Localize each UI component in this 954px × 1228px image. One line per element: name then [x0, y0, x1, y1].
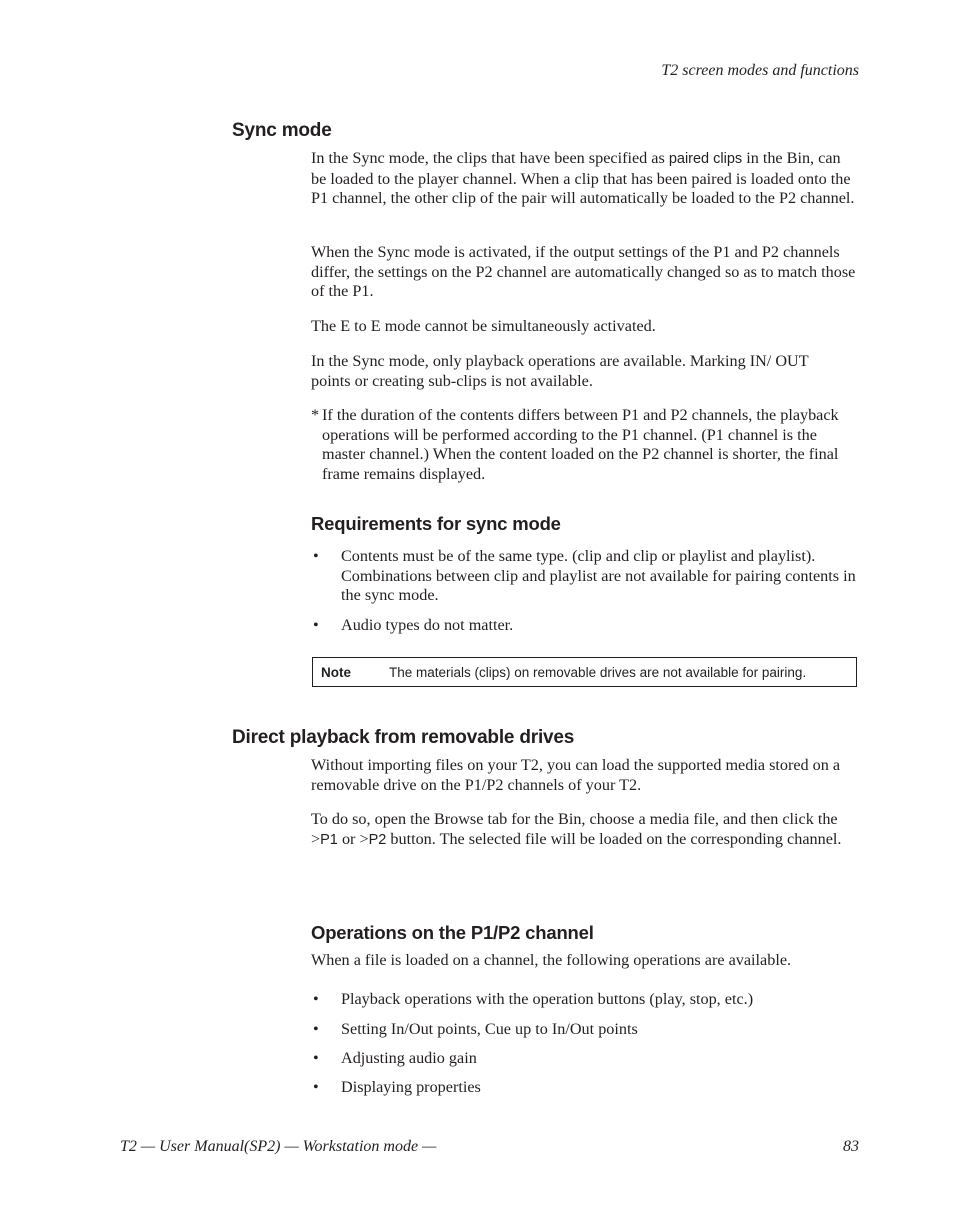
direct-playback-paragraph-1: Without importing files on your T2, you can load the supported media stored on a removable drive on the P1/P2 channels of your T2.	[311, 756, 841, 794]
list-item-text: Contents must be of the same type. (clip and clip or playlist and playlist). Combinations between clip and playlist are not available for pairing contents in the sync mode.	[341, 547, 856, 605]
note-label: Note	[321, 665, 351, 680]
sync-mode-paragraph-3: The E to E mode cannot be simultaneously activated.	[311, 317, 656, 335]
operations-intro: When a file is loaded on a channel, the following operations are available.	[311, 951, 792, 969]
list-item	[313, 1020, 861, 1040]
subsection-heading-operations: Operations on the P1/P2 channel	[311, 922, 594, 943]
sync-mode-paragraph-1	[311, 149, 859, 209]
direct-playback-paragraph-2	[311, 810, 846, 850]
list-item	[313, 1078, 861, 1098]
list-item-text: Playback operations with the operation buttons (play, stop, etc.)	[341, 990, 754, 1008]
sync-mode-footnote: If the duration of the contents differs between P1 and P2 channels, the playback operations will be performed according to the P1 channel. (P1 channel is the master channel.) When the content loaded on the P2 channel is shorter, the final frame remains displayed.	[322, 406, 839, 483]
bullet-icon: •	[313, 1078, 319, 1096]
list-item-text: Displaying properties	[341, 1078, 481, 1096]
text-run: in the Bin, can be loaded to the player channel. When a clip that has been paired is loaded onto the P1 channel, the other clip of the pair will automatically be loaded to the P2 channel.	[311, 149, 855, 208]
sync-mode-paragraph-4: In the Sync mode, only playback operations are available. Marking IN/ OUT points or creating sub-clips is not available.	[311, 352, 809, 390]
text-run: In the Sync mode, the clips that have been specified as	[311, 149, 669, 167]
note-text: The materials (clips) on removable drives are not available for pairing.	[389, 665, 807, 680]
list-item-text: Setting In/Out points, Cue up to In/Out points	[341, 1020, 638, 1038]
note-box	[312, 657, 857, 687]
section-heading-sync-mode: Sync mode	[232, 120, 332, 141]
bullet-icon: •	[313, 990, 319, 1008]
running-header: T2 screen modes and functions	[661, 62, 859, 79]
subsection-heading-requirements: Requirements for sync mode	[311, 513, 561, 534]
bullet-icon: •	[313, 616, 319, 634]
list-item	[313, 616, 861, 636]
list-item	[313, 990, 861, 1010]
bullet-icon: •	[313, 547, 319, 565]
bullet-icon: •	[313, 1049, 319, 1067]
list-item-text: Audio types do not matter.	[341, 616, 514, 634]
list-item-text: Adjusting audio gain	[341, 1049, 477, 1067]
list-item	[313, 1049, 861, 1069]
text-run: button. The selected file will be loaded on the corresponding channel.	[386, 829, 842, 848]
sync-mode-paragraph-2: When the Sync mode is activated, if the output settings of the P1 and P2 channels differ, the settings on the P2 channel are automatically changed so as to match those of the P1.	[311, 243, 856, 301]
p2-button-label: P2	[368, 831, 387, 848]
bullet-icon: •	[313, 1020, 319, 1038]
list-item	[313, 547, 861, 607]
footer-title: T2 — User Manual(SP2) — Workstation mode —	[120, 1138, 437, 1155]
p1-button-label: P1	[320, 831, 338, 848]
paired-clips-term: paired clips	[668, 151, 743, 167]
text-run: or >	[337, 829, 369, 848]
page-number: 83	[843, 1138, 859, 1155]
text-run: To do so, open the Browse tab for the Bin, choose a media file, and then click the >	[311, 810, 838, 848]
section-heading-direct-playback: Direct playback from removable drives	[232, 727, 575, 748]
footnote-mark: *	[311, 406, 320, 424]
